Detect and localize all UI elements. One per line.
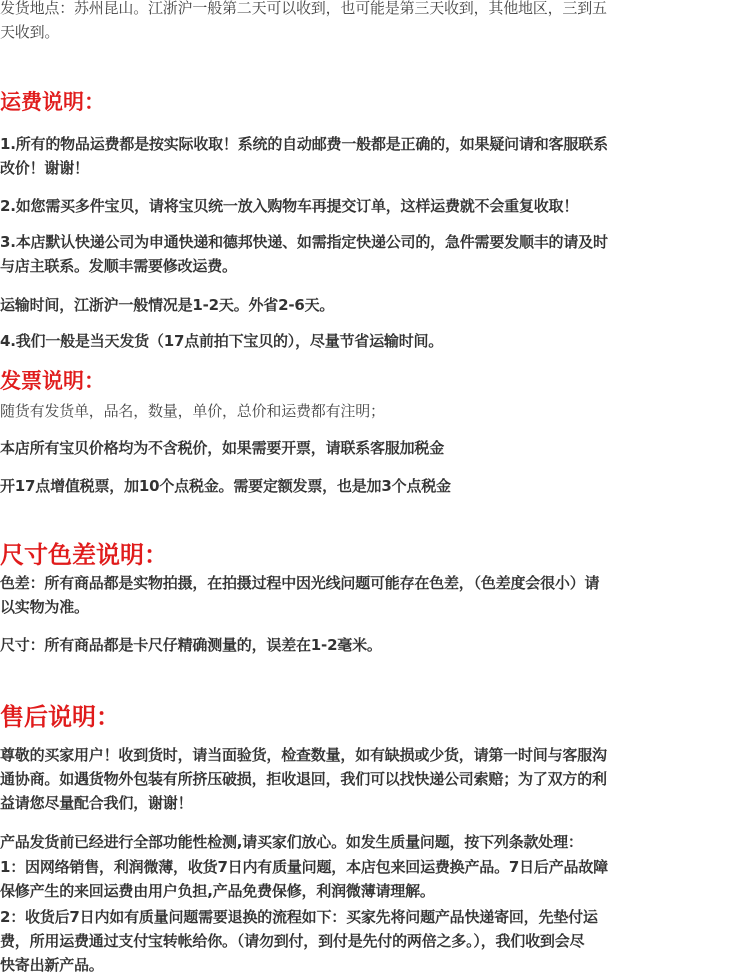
invoice-paragraph-1	[0, 399, 742, 423]
text-line: 通协商。如遇货物外包装有所挤压破损，拒收退回，我们可以找快递公司索赔；为了双方的利	[0, 770, 607, 788]
invoice-paragraph-3	[0, 474, 742, 498]
shipping-transit-time	[0, 293, 742, 317]
text-line: 快寄出新产品。	[0, 956, 104, 974]
aftersale-paragraph-4	[0, 905, 742, 977]
text-line: 4.我们一般是当天发货（17点前拍下宝贝的），尽量节省运输时间。	[0, 332, 444, 350]
text-line: 2.如您需买多件宝贝，请将宝贝统一放入购物车再提交订单，这样运费就不会重复收取！	[0, 197, 579, 215]
text-line: 与店主联系。发顺丰需要修改运费。	[0, 257, 237, 275]
shipping-paragraph-2	[0, 194, 742, 218]
shipping-origin-text	[0, 0, 742, 44]
text-line: 天收到。	[0, 23, 60, 41]
text-line: 尊敬的买家用户！收到货时，请当面验货，检查数量，如有缺损或少货，请第一时间与客服沟	[0, 746, 607, 764]
aftersale-paragraph-2	[0, 830, 742, 854]
text-line: 随货有发货单，品名，数量，单价，总价和运费都有注明；	[0, 402, 385, 420]
size-accuracy-text	[0, 633, 742, 657]
text-line: 开17点增值税票，加10个点税金。需要定额发票，也是加3个点税金	[0, 477, 451, 495]
text-line: 产品发货前已经进行全部功能性检测,请买家们放心。如发生质量问题，按下列条款处理：	[0, 833, 583, 851]
shipping-paragraph-4	[0, 329, 742, 353]
text-line: 运输时间，江浙沪一般情况是1-2天。外省2-6天。	[0, 296, 335, 314]
text-line: 1：因网络销售，利润微薄，收货7日内有质量问题，本店包来回运费换产品。7日后产品故障	[0, 858, 608, 876]
text-line: 费，所用运费通过支付宝转帐给你。（请勿到付，到付是先付的两倍之多。），我们收到会尽	[0, 932, 585, 950]
shipping-heading: 运费说明：	[0, 90, 105, 114]
text-line: 本店所有宝贝价格均为不含税价，如果需要开票，请联系客服加税金	[0, 439, 445, 457]
aftersale-heading: 售后说明：	[0, 703, 120, 731]
shipping-paragraph-3	[0, 230, 742, 278]
text-line: 1.所有的物品运费都是按实际收取！系统的自动邮费一般都是正确的，如果疑问请和客服联系	[0, 135, 608, 153]
text-line: 改价！谢谢！	[0, 159, 89, 177]
text-line: 发货地点：苏州昆山。江浙沪一般第二天可以收到，也可能是第三天收到，其他地区，三到五	[0, 0, 607, 17]
text-line: 色差：所有商品都是实物拍摄，在拍摄过程中因光线问题可能存在色差，（色差度会很小）请	[0, 574, 600, 592]
text-line: 以实物为准。	[0, 598, 89, 616]
text-line: 3.本店默认快递公司为申通快递和德邦快递、如需指定快递公司的，急件需要发顺丰的请及时	[0, 233, 608, 251]
aftersale-paragraph-3	[0, 855, 742, 903]
text-line: 尺寸：所有商品都是卡尺仔精确测量的，误差在1-2毫米。	[0, 636, 382, 654]
size-color-heading: 尺寸色差说明：	[0, 541, 168, 569]
shipping-paragraph-1	[0, 132, 742, 180]
text-line: 保修产生的来回运费由用户负担,产品免费保修，利润微薄请理解。	[0, 882, 435, 900]
aftersale-paragraph-1	[0, 743, 742, 815]
invoice-heading: 发票说明：	[0, 369, 105, 393]
color-difference-text	[0, 571, 742, 619]
invoice-paragraph-2	[0, 436, 742, 460]
text-line: 2：收货后7日内如有质量问题需要退换的流程如下：买家先将问题产品快递寄回，先垫付运	[0, 908, 598, 926]
text-line: 益请您尽量配合我们，谢谢！	[0, 794, 193, 812]
